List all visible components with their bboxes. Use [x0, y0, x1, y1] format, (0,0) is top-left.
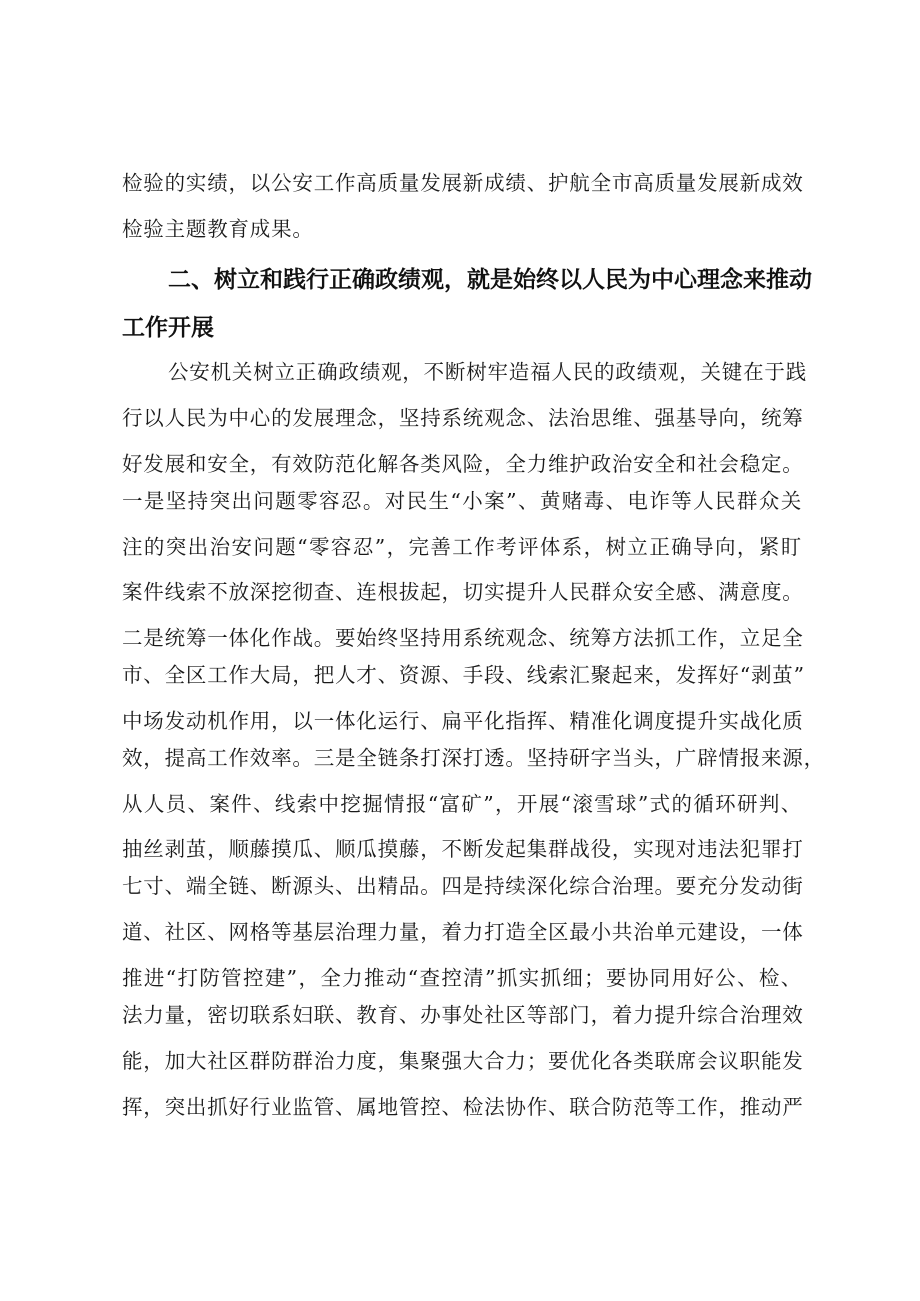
body-line-7: 二是统筹一体化作战。要始终坚持用系统观念、统筹方法抓工作，立足全: [122, 626, 804, 650]
body-line-2: 行以人民为中心的发展理念，坚持系统观念、法治思维、强基导向，统筹: [122, 406, 804, 430]
intro-line-2: 检验主题教育成果。: [122, 217, 314, 241]
body-line-3: 好发展和安全，有效防范化解各类风险，全力维护政治安全和社会稳定。: [122, 452, 804, 476]
body-line-9: 中场发动机作用，以一体化运行、扁平化指挥、精准化调度提升实战化质: [122, 709, 804, 733]
body-line-15: 推进“打防管控建”，全力推动“查控清”抓实抓细；要协同用好公、检、: [122, 966, 802, 990]
body-line-6: 案件线索不放深挖彻查、连根拔起，切实提升人民群众安全感、满意度。: [122, 580, 804, 604]
intro-line-1: 检验的实绩，以公安工作高质量发展新成绩、护航全市高质量发展新成效: [122, 171, 804, 195]
body-line-17: 能，加大社区群防群治力度，集聚强大合力；要优化各类联席会议职能发: [122, 1049, 804, 1073]
body-line-18: 挥，突出抓好行业监管、属地管控、检法协作、联合防范等工作，推动严: [122, 1095, 804, 1119]
body-line-12: 抽丝剥茧，顺藤摸瓜、顺瓜摸藤，不断发起集群战役，实现对违法犯罪打: [122, 837, 804, 861]
body-line-11: 从人员、案件、线索中挖掘情报“富矿”，开展“滚雪球”式的循环研判、: [122, 792, 802, 816]
body-line-10: 效，提高工作效率。三是全链条打深打透。坚持研字当头，广辟情报来源，: [122, 746, 825, 770]
section-heading-line-1: 二、树立和践行正确政绩观，就是始终以人民为中心理念来推动: [168, 267, 812, 293]
body-line-8: 市、全区工作大局，把人才、资源、手段、线索汇聚起来，发挥好“剥茧”: [122, 663, 805, 687]
body-line-1: 公安机关树立正确政绩观，不断树牢造福人民的政绩观，关键在于践: [168, 360, 807, 384]
section-heading-line-2: 工作开展: [122, 315, 214, 341]
body-line-13: 七寸、端全链、断源头、出精品。四是持续深化综合治理。要充分发动街: [122, 874, 804, 898]
body-line-16: 法力量，密切联系妇联、教育、办事处社区等部门，着力提升综合治理效: [122, 1003, 804, 1027]
body-line-5: 注的突出治安问题“零容忍”，完善工作考评体系，树立正确导向，紧盯: [122, 535, 802, 559]
body-line-4: 一是坚持突出问题零容忍。对民生“小案”、黄赌毒、电诈等人民群众关: [122, 489, 802, 513]
body-line-14: 道、社区、网格等基层治理力量，着力打造全区最小共治单元建设，一体: [122, 920, 804, 944]
